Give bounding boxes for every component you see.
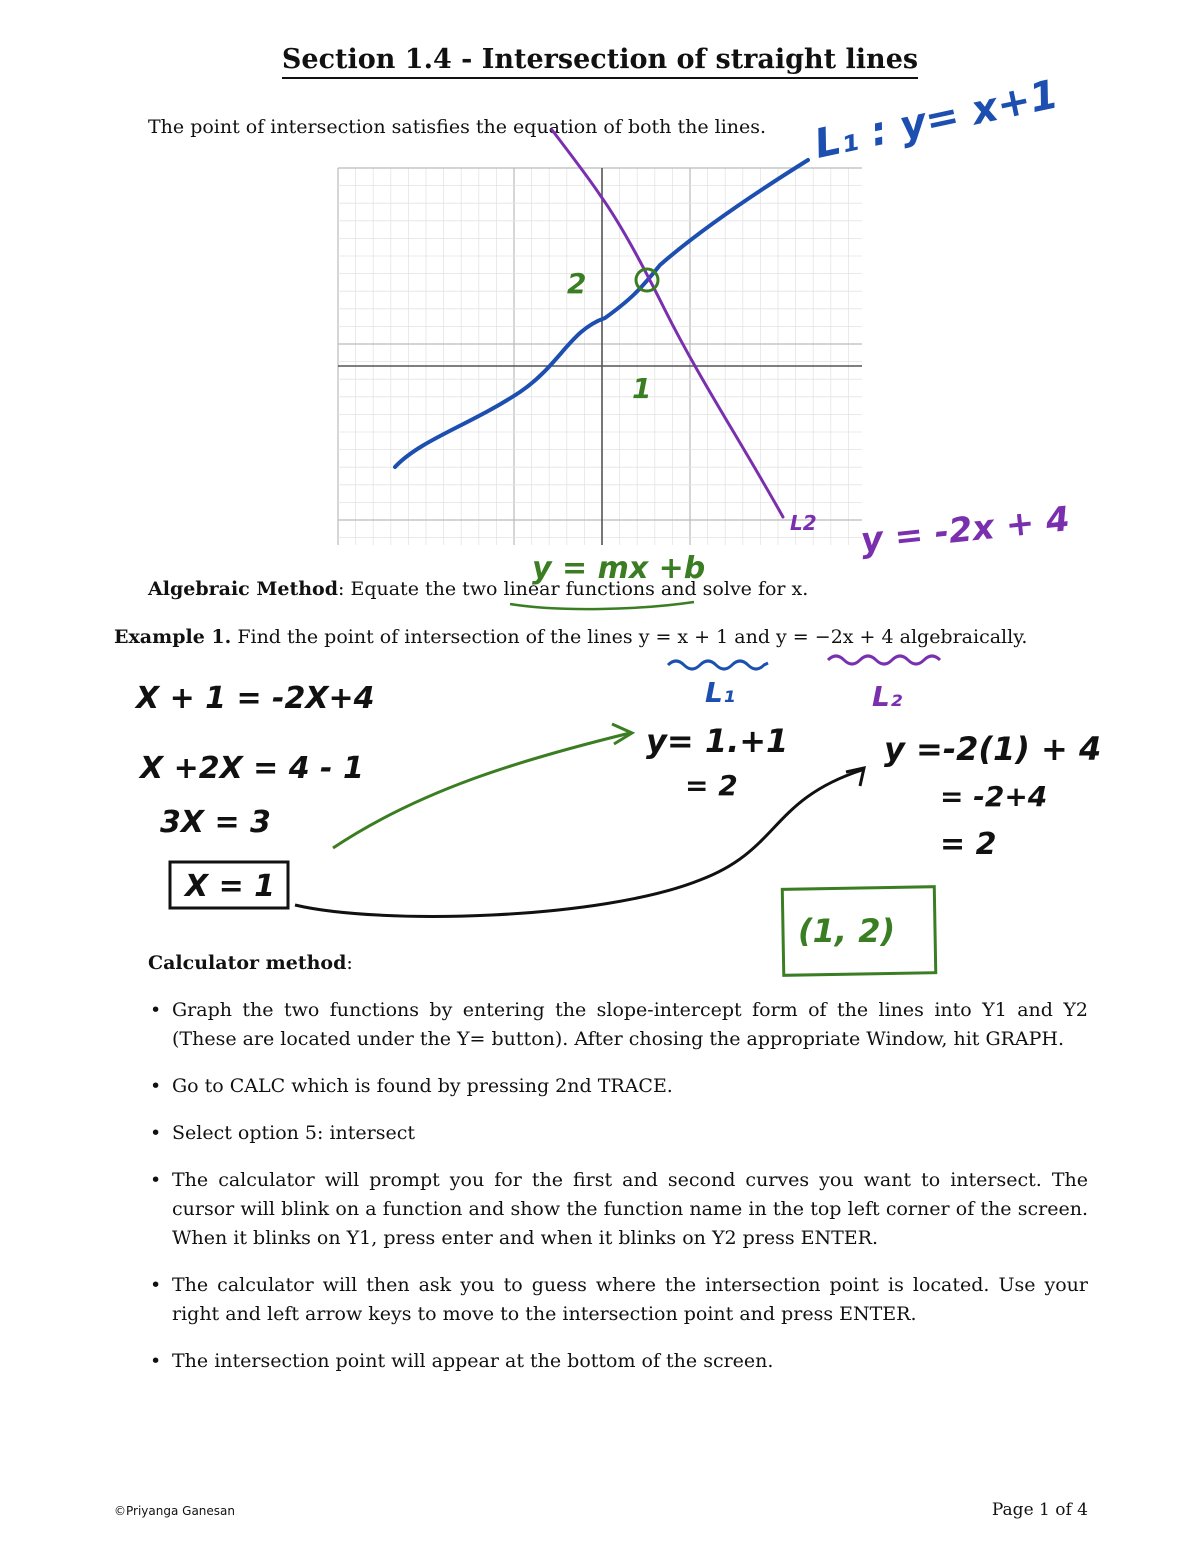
calculator-steps (148, 996, 1088, 1394)
l2-label: y = -2x + 4 (858, 499, 1072, 561)
l2-tag: L2 (790, 511, 817, 535)
l2-tag-work: L₂ (872, 680, 903, 713)
page-title: Section 1.4 - Intersection of straight lines (0, 44, 1200, 75)
l1-tag: L₁ (705, 676, 736, 709)
calculator-heading (148, 952, 353, 974)
list-item: • Select option 5: intersect (148, 1119, 1088, 1148)
example-1 (114, 626, 1027, 648)
step-2: X +2X = 4 - 1 (140, 751, 364, 786)
answer-x: X = 1 (185, 869, 276, 904)
l1-label: L₁ : y= x+1 (810, 71, 1063, 168)
calculator-colon: : (346, 952, 353, 974)
sub2-line1: y =-2(1) + 4 (884, 730, 1102, 768)
l1-squiggle (668, 661, 768, 669)
example-text: Find the point of intersection of the lines y = x + 1 and y = −2x + 4 algebraically. (237, 626, 1028, 648)
green-arrow (333, 733, 630, 848)
linear-functions-underline (510, 602, 694, 609)
algebraic-method (148, 578, 808, 600)
sub1-line2: = 2 (685, 769, 738, 802)
point-x-label: 1 (632, 372, 652, 405)
graph-grid (338, 168, 862, 545)
list-item: • The calculator will prompt you for the first and second curves you want to intersect. The cursor will blink on a function and show the function name in the top left corner of the screen. When it blinks on Y1, press enter and when it blinks on Y2 press ENTER. (148, 1166, 1088, 1253)
list-item: • Go to CALC which is found by pressing 2nd TRACE. (148, 1072, 1088, 1101)
point-answer: (1, 2) (798, 912, 896, 950)
sub2-line2: = -2+4 (940, 780, 1048, 813)
step-1: X + 1 = -2X+4 (136, 681, 375, 716)
footer-copyright: ©Priyanga Ganesan (114, 1504, 235, 1518)
line-l2 (552, 130, 783, 517)
intro-text: The point of intersection satisfies the equation of both the lines. (148, 116, 767, 138)
point-y-label: 2 (567, 267, 587, 300)
list-item: • The calculator will then ask you to guess where the intersection point is located. Use your right and left arrow keys to move to the intersection point and press ENTER. (148, 1271, 1088, 1329)
calculator-label: Calculator method (148, 952, 347, 974)
algebraic-text: : Equate the two linear functions and solve for x. (338, 578, 809, 600)
general-form: y = mx +b (532, 551, 706, 586)
step-3: 3X = 3 (160, 805, 271, 840)
sub2-line3: = 2 (940, 827, 997, 862)
black-arrow (295, 770, 862, 916)
list-item: • The intersection point will appear at the bottom of the screen. (148, 1347, 1088, 1376)
algebraic-label: Algebraic Method (148, 578, 339, 600)
l2-squiggle (828, 656, 940, 664)
list-item: • Graph the two functions by entering the slope-intercept form of the lines into Y1 and Y2 (These are located under the Y= button). After chosing the appropriate Window, hit GRAPH. (148, 996, 1088, 1054)
example-label: Example 1. (114, 626, 232, 648)
sub1-line1: y= 1.+1 (646, 722, 789, 760)
footer-page-number: Page 1 of 4 (991, 1500, 1088, 1520)
